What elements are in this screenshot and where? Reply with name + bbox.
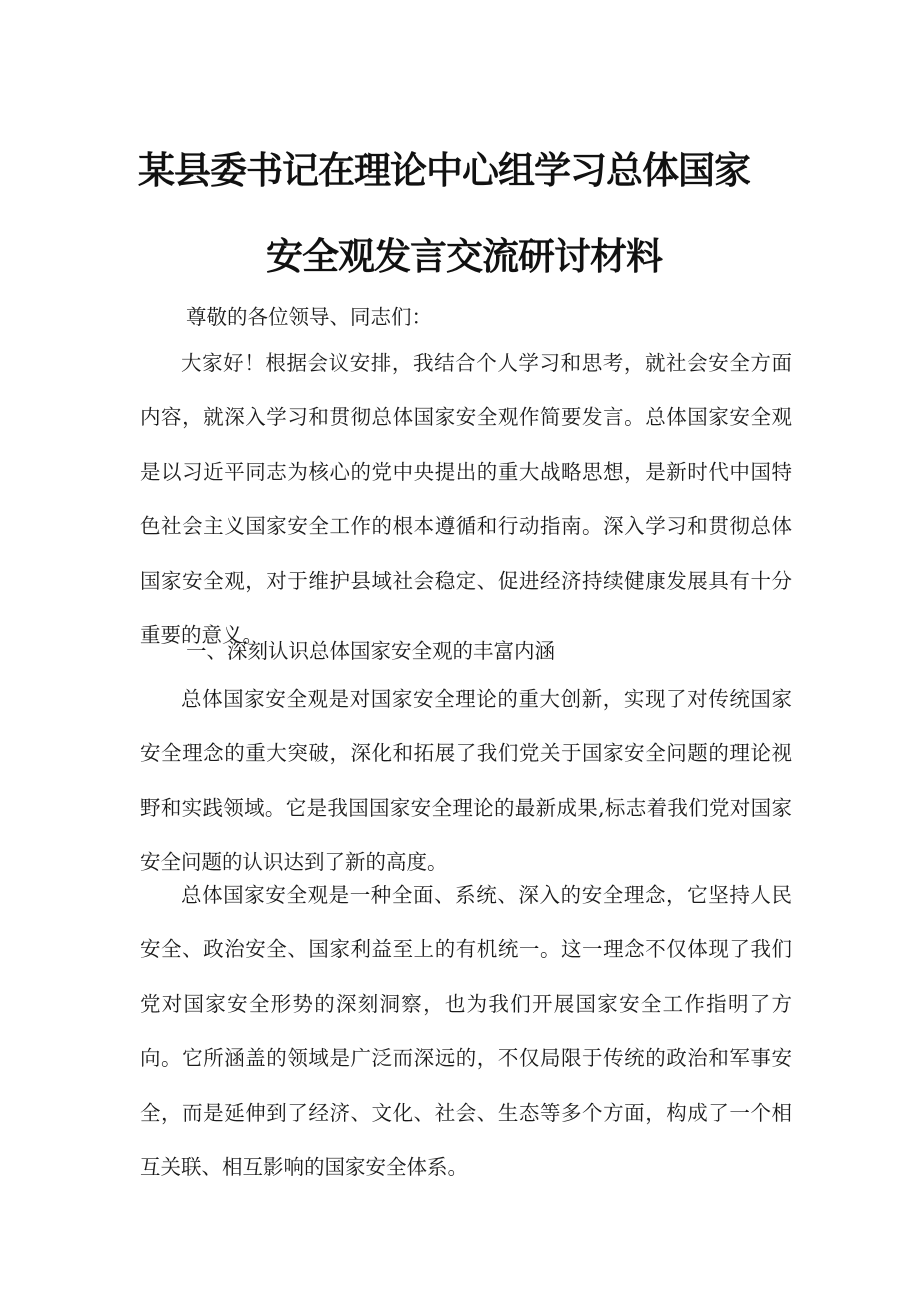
paragraph-introduction bbox=[140, 336, 792, 662]
paragraph-text: 总体国家安全观是对国家安全理论的重大创新，实现了对传统国家安全理念的重大突破，深化和拓展了我们党关于国家安全问题的理论视野和实践领域。它是我国国家安全理论的最新成果,标志着我们党对国家安全问题的认识达到了新的高度。 bbox=[140, 687, 792, 875]
paragraph-concept bbox=[140, 868, 792, 1194]
paragraph-text: 总体国家安全观是一种全面、系统、深入的安全理念，它坚持人民安全、政治安全、国家利益至上的有机统一。这一理念不仅体现了我们党对国家安全形势的深刻洞察，也为我们开展国家安全工作指明了方向。它所涵盖的领域是广泛而深远的，不仅局限于传统的政治和军事安全，而是延伸到了经济、文化、社会、生态等多个方面，构成了一个相互关联、相互影响的国家安全体系。 bbox=[140, 883, 792, 1180]
document-title-line-1: 某县委书记在理论中心组学习总体国家 bbox=[138, 149, 750, 192]
paragraph-innovation bbox=[140, 672, 792, 890]
section-heading: 一、深刻认识总体国家安全观的丰富内涵 bbox=[186, 639, 555, 663]
document-title-line-2: 安全观发言交流研讨材料 bbox=[266, 235, 662, 278]
salutation: 尊敬的各位领导、同志们： bbox=[186, 305, 432, 329]
paragraph-text: 大家好！根据会议安排，我结合个人学习和思考，就社会安全方面内容，就深入学习和贯彻总体国家安全观作简要发言。总体国家安全观是以习近平同志为核心的党中央提出的重大战略思想，是新时代中国特色社会主义国家安全工作的根本遵循和行动指南。深入学习和贯彻总体国家安全观，对于维护县域社会稳定、促进经济持续健康发展具有十分重要的意义。 bbox=[140, 351, 792, 648]
